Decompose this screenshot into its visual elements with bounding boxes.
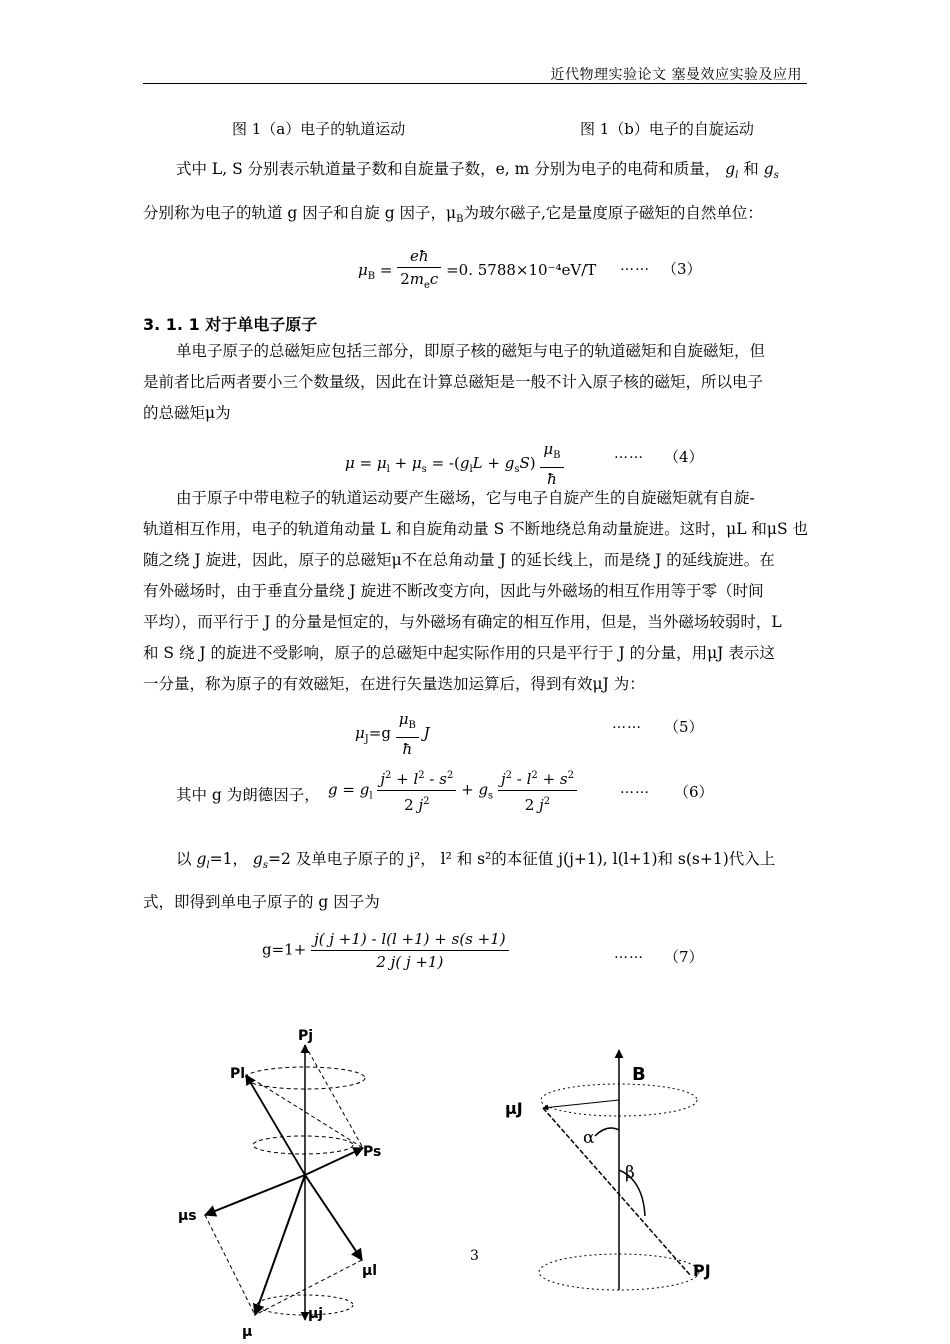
para2-line1: 单电子原子的总磁矩应包括三部分，即原子核的磁矩与电子的轨道磁矩和自旋磁矩，但: [176, 342, 766, 360]
caption-fig1b: 图 1（b）电子的自旋运动: [580, 120, 754, 138]
eq7-number: （7）: [664, 948, 704, 966]
label-pj: Pj: [298, 1028, 314, 1044]
running-header: 近代物理实验论文 塞曼效应实验及应用: [550, 67, 802, 83]
para2-line3: 的总磁矩μ为: [143, 404, 231, 422]
caption-fig1a: 图 1（a）电子的轨道运动: [232, 120, 406, 138]
para4-line1: 以 $g_l=1$， $g_s=2$ 及单电子原子的 j²， l² 和 s²的本征值 j(j+1), l(l+1)和 s(s+1)代入上: [176, 850, 776, 872]
eq6-lead: 其中 g 为朗德因子，: [176, 786, 320, 804]
label-beta: β: [625, 1163, 635, 1183]
label-mu: μ: [242, 1324, 253, 1340]
label-muj: μJ: [505, 1099, 523, 1118]
eq3-dots: ……: [620, 258, 650, 274]
eq6-number: （6）: [674, 783, 714, 801]
eq4-dots: ……: [614, 446, 644, 462]
label-muj: μj: [308, 1306, 324, 1322]
eq4-number: （4）: [664, 448, 704, 466]
angle-alpha-arc: [595, 1128, 619, 1136]
section-heading: 3. 1. 1 对于单电子原子: [143, 315, 318, 334]
para1-line1: 式中 L, S 分别表示轨道量子数和自旋量子数，e, m 分别为电子的电荷和质量， $g_l$ 和 $g_s$: [176, 160, 779, 182]
label-alpha: α: [583, 1128, 595, 1148]
para1-text2: 分别称为电子的轨道 g 因子和自旋 g 因子，μ: [143, 204, 457, 222]
vector-mus: [205, 1175, 305, 1215]
figure-precession-b: [495, 1040, 735, 1310]
eq7-denominator: 2 j( j +1): [376, 953, 444, 971]
label-mul: μl: [362, 1263, 378, 1279]
equation-4: $\mu = \mu_l + \mu_s = -(g_lL + g_sS)$ $\frac{\mu_B}{ħ}$: [345, 438, 564, 490]
label-mus: μs: [178, 1208, 197, 1224]
para3-line4: 有外磁场时，由于垂直分量绕 J 旋进不断改变方向，因此与外磁场的相互作用等于零（时间: [143, 582, 764, 600]
label-pl: Pl: [230, 1066, 246, 1082]
equation-5: $\mu_J=g$ $\frac{\mu_B}{ħ}$ J: [355, 710, 430, 758]
vector-mul: [305, 1175, 362, 1260]
para2-line2: 是前者比后两者要小三个数量级，因此在计算总磁矩是一般不计入原子核的磁矩，所以电子: [143, 373, 764, 391]
figure-vector-coupling: [150, 1020, 430, 1340]
dash-3: [205, 1215, 255, 1315]
equation-3: $\mu_B$ = $\frac{eħ}{2m_ec}$ =0. 5788×10⁻⁴eV/T: [358, 247, 597, 291]
line-muj-pj: [543, 1108, 691, 1276]
label-ps: Ps: [363, 1144, 382, 1160]
equation-6: $g = g_l$ $\frac{j^2 + l^2 - s^2}{2 j^2}$ + $g_s$ $\frac{j^2 - l^2 + s^2}{2 j^2}$: [328, 765, 577, 816]
equation-7: [262, 928, 509, 973]
para4-text1b: =2 及单电子原子的 j²， l² 和 s²的本征值 j(j+1), l(l+1)和 s(s+1)代入上: [267, 850, 776, 868]
para1-text2b: 为玻尔磁子,它是量度原子磁矩的自然单位：: [463, 204, 763, 222]
para3-line1: 由于原子中带电粒子的轨道运动要产生磁场，它与电子自旋产生的自旋磁矩就有自旋-: [176, 489, 755, 507]
header-rule: [143, 83, 807, 84]
para3-line7: 一分量，称为原子的有效磁矩，在进行矢量迭加运算后，得到有效μJ 为：: [143, 675, 645, 693]
label-b: B: [632, 1064, 646, 1085]
para4-line2: 式，即得到单电子原子的 g 因子为: [143, 893, 380, 911]
vector-mu: [255, 1175, 305, 1315]
page-number: 3: [470, 1248, 479, 1264]
para3-line2: 轨道相互作用，电子的轨道角动量 L 和自旋角动量 S 不断地绕总角动量旋进。这时，μL 和μS 也: [143, 520, 809, 538]
eq7-numerator: j( j +1) - l(l +1) + s(s +1): [311, 928, 509, 951]
eq6-dots: ……: [620, 781, 650, 797]
para3-line3: 随之绕 J 旋进，因此，原子的总磁矩μ不在总角动量 J 的延长线上，而是绕 J 的延线旋进。在: [143, 551, 775, 569]
eq5-dots: ……: [612, 716, 642, 732]
vector-muj: [543, 1100, 619, 1108]
para4-text1: =1，: [209, 850, 248, 868]
eq3-value: =0. 5788×10⁻⁴eV/T: [446, 261, 597, 279]
label-pj: PJ: [693, 1261, 711, 1280]
eq3-number: （3）: [662, 260, 702, 278]
dash-2: [305, 1045, 363, 1148]
vector-pl: [246, 1075, 305, 1175]
para4-lead: 以: [176, 850, 192, 868]
para1-line2: 分别称为电子的轨道 g 因子和自旋 g 因子，$\mu_B$为玻尔磁子,它是量度原子磁矩的自然单位：: [143, 204, 763, 226]
para3-line6: 和 S 绕 J 的旋进不受影响，原子的总磁矩中起实际作用的只是平行于 J 的分量，用μJ 表示这: [143, 644, 775, 662]
eq5-number: （5）: [664, 718, 704, 736]
para1-text: 式中 L, S 分别表示轨道量子数和自旋量子数，e, m 分别为电子的电荷和质量，: [176, 160, 721, 178]
eq7-dots: ……: [614, 946, 644, 962]
precession-ellipse-mid: [253, 1136, 353, 1154]
eq7-lead: g=1+: [262, 940, 307, 959]
para3-line5: 平均），而平行于 J 的分量是恒定的，与外磁场有确定的相互作用，但是，当外磁场较弱时，L: [143, 613, 782, 631]
